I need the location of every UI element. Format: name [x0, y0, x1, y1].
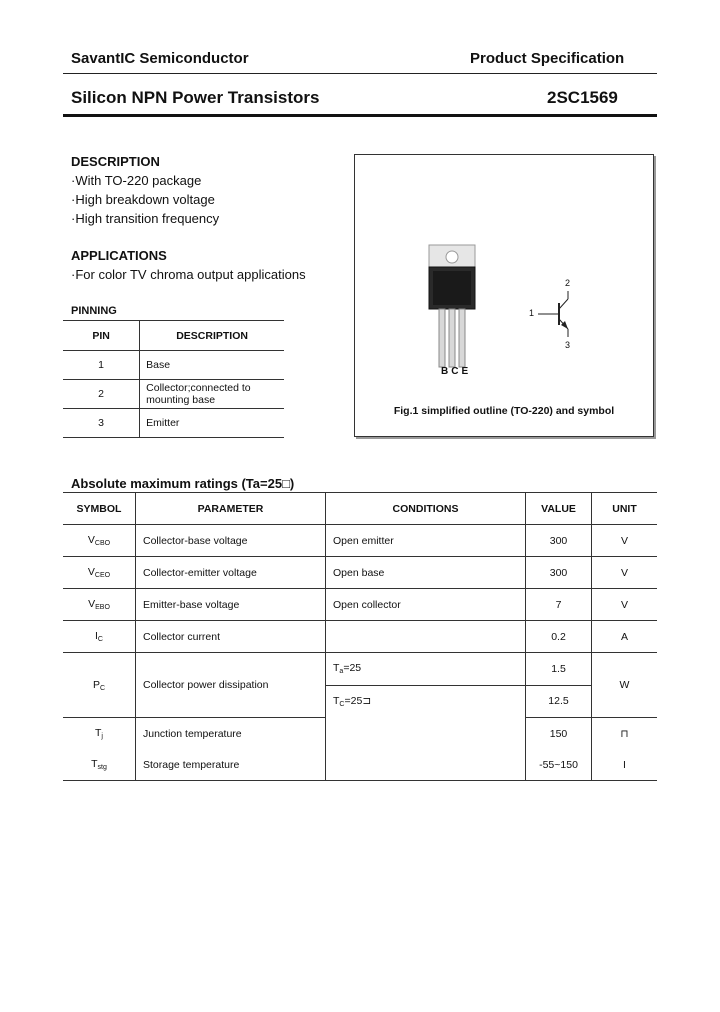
description-item: ·High transition frequency — [71, 211, 220, 226]
conditions-cell: Open emitter — [326, 525, 526, 557]
pin-number: 3 — [63, 409, 140, 438]
conditions-cell — [326, 621, 526, 653]
pinning-header-row — [63, 321, 284, 351]
application-item: ·For color TV chroma output applications — [71, 267, 306, 282]
ratings-row — [63, 718, 657, 750]
pin-column-header: PIN — [63, 321, 140, 351]
parameter-cell: Collector-base voltage — [136, 525, 326, 557]
ratings-row — [63, 621, 657, 653]
pin-description: Base — [140, 351, 284, 380]
ratings-row — [63, 749, 657, 781]
header-divider — [63, 73, 657, 74]
unit-cell: A — [592, 621, 658, 653]
symbol-pin-3: 3 — [565, 340, 571, 350]
description-item: ·With TO-220 package — [71, 173, 202, 188]
lead-label-e: E — [461, 366, 472, 377]
symbol-pin-2: 2 — [565, 278, 571, 288]
value-cell: 1.5 — [526, 653, 592, 686]
parameter-cell: Junction temperature — [136, 718, 326, 750]
applications-heading: APPLICATIONS — [71, 248, 167, 263]
parameter-cell: Collector power dissipation — [136, 653, 326, 718]
unit-cell: W — [592, 653, 658, 718]
symbol-column-header: SYMBOL — [63, 493, 136, 525]
parameter-column-header: PARAMETER — [136, 493, 326, 525]
lead-label-c: C — [451, 366, 462, 377]
ratings-table — [63, 492, 657, 781]
unit-cell: V — [592, 557, 658, 589]
lead-label-b: B — [441, 366, 452, 377]
parameter-cell: Collector-emitter voltage — [136, 557, 326, 589]
value-column-header: VALUE — [526, 493, 592, 525]
symbol-cell: $T_{stg}$ — [63, 749, 136, 781]
unit-cell: ⊓ — [592, 718, 658, 750]
symbol-cell: $V_{CBO}$ — [63, 525, 136, 557]
symbol-cell: $I_C$ — [63, 621, 136, 653]
symbol-cell: $P_C$ — [63, 653, 136, 718]
ratings-row — [63, 525, 657, 557]
unit-cell: I — [592, 749, 658, 781]
ratings-header-row — [63, 493, 657, 525]
pinning-row — [63, 380, 284, 409]
conditions-cell — [326, 718, 526, 750]
pinning-heading: PINNING — [71, 305, 117, 317]
parameter-cell: Emitter-base voltage — [136, 589, 326, 621]
ratings-row — [63, 557, 657, 589]
pin-description: Collector;connected to mounting base — [140, 380, 284, 409]
value-cell: 7 — [526, 589, 592, 621]
unit-cell: V — [592, 589, 658, 621]
pin-number: 2 — [63, 380, 140, 409]
conditions-cell: Open collector — [326, 589, 526, 621]
value-cell: 150 — [526, 718, 592, 750]
conditions-cell: Open base — [326, 557, 526, 589]
symbol-cell: $T_j$ — [63, 718, 136, 750]
pin-description: Emitter — [140, 409, 284, 438]
pinning-row — [63, 351, 284, 380]
lead-labels — [441, 366, 471, 377]
parameter-cell: Storage temperature — [136, 749, 326, 781]
unit-column-header: UNIT — [592, 493, 658, 525]
value-cell: 300 — [526, 525, 592, 557]
document-type: Product Specification — [470, 50, 625, 67]
pinning-row — [63, 409, 284, 438]
ratings-heading: Absolute maximum ratings (Ta=25□) — [71, 476, 295, 491]
package-figure — [354, 154, 654, 437]
to220-package-drawing — [355, 155, 653, 395]
description-column-header: DESCRIPTION — [140, 321, 284, 351]
value-cell: 0.2 — [526, 621, 592, 653]
conditions-cell: $T_C=25⊐$ — [326, 685, 526, 718]
ratings-row — [63, 653, 657, 686]
description-item: ·High breakdown voltage — [71, 192, 215, 207]
conditions-column-header: CONDITIONS — [326, 493, 526, 525]
pinning-table — [63, 320, 284, 438]
pin-number: 1 — [63, 351, 140, 380]
ratings-row — [63, 589, 657, 621]
conditions-cell — [326, 749, 526, 781]
description-list — [71, 171, 219, 228]
symbol-cell: $V_{EBO}$ — [63, 589, 136, 621]
part-number: 2SC1569 — [547, 88, 618, 107]
unit-cell: V — [592, 525, 658, 557]
symbol-cell: $V_{CEO}$ — [63, 557, 136, 589]
title-divider — [63, 114, 657, 117]
parameter-cell: Collector current — [136, 621, 326, 653]
product-line-title: Silicon NPN Power Transistors — [71, 88, 320, 107]
figure-caption: Fig.1 simplified outline (TO-220) and symbol — [393, 405, 615, 417]
symbol-pin-1: 1 — [529, 308, 535, 318]
description-heading: DESCRIPTION — [71, 154, 160, 169]
value-cell: 12.5 — [526, 685, 592, 718]
value-cell: 300 — [526, 557, 592, 589]
company-name: SavantIC Semiconductor — [71, 50, 249, 67]
value-cell: -55~150 — [526, 749, 592, 781]
conditions-cell: $T_a=25$ — [326, 653, 526, 686]
